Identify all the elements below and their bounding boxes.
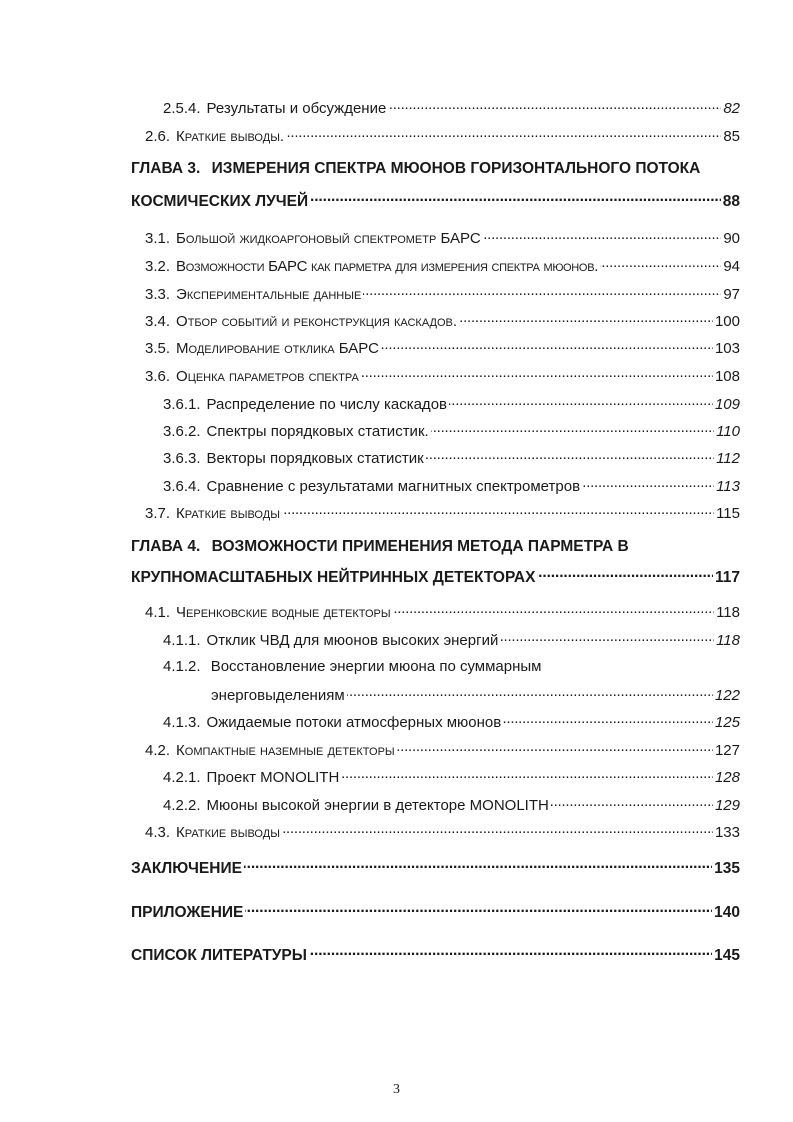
dot-leader: [483, 228, 722, 243]
section-number: 3.2.: [145, 258, 171, 275]
toc-entry-references[interactable]: [131, 944, 740, 965]
dot-leader: [282, 822, 713, 837]
toc-entry-4-3[interactable]: [145, 822, 740, 841]
section-title: Моделирование отклика БАРС: [176, 340, 379, 357]
dot-leader: [503, 712, 713, 727]
dot-leader: [282, 503, 714, 518]
section-number: 4.1.2.: [163, 658, 201, 675]
toc-entry-3-6-4[interactable]: [163, 476, 740, 495]
section-title: Отбор событий и реконструкция каскадов.: [176, 313, 458, 330]
chapter-4-title-line2[interactable]: [131, 566, 740, 587]
page-ref: 100: [714, 313, 740, 330]
page-ref: 125: [714, 714, 740, 731]
chapter-title-line1: ИЗМЕРЕНИЯ СПЕКТРА МЮОНОВ ГОРИЗОНТАЛЬНОГО ПОТОКА: [211, 160, 701, 177]
dot-leader: [500, 630, 714, 645]
toc-entry-4-1-2-continued[interactable]: [211, 685, 740, 704]
toc-entry-4-1-3[interactable]: [163, 712, 740, 731]
section-number: 2.5.4.: [163, 100, 201, 117]
toc-entry-4-2-1[interactable]: [163, 767, 740, 786]
section-number: 3.3.: [145, 286, 171, 303]
toc-entry-3-2[interactable]: [145, 256, 740, 275]
page-ref: 90: [723, 230, 740, 247]
section-title: Оценка параметров спектра: [176, 368, 359, 385]
dot-leader: [310, 190, 721, 206]
toc-entry-3-1[interactable]: [145, 228, 740, 247]
toc-entry-appendix[interactable]: [131, 901, 740, 922]
dot-leader: [388, 98, 721, 113]
dot-leader: [381, 338, 713, 353]
dot-leader: [459, 311, 713, 326]
dot-leader: [347, 685, 713, 700]
toc-entry-3-7[interactable]: [145, 503, 740, 522]
page-ref: 127: [714, 742, 740, 759]
page-ref: 109: [714, 396, 740, 413]
section-number: 3.7.: [145, 505, 171, 522]
toc-entry-2-6[interactable]: [145, 126, 740, 145]
toc-entry-3-5[interactable]: [145, 338, 740, 357]
section-number: 4.2.: [145, 742, 171, 759]
section-title: ПРИЛОЖЕНИЕ: [131, 903, 244, 921]
dot-leader: [426, 448, 714, 463]
dot-leader: [363, 284, 721, 299]
section-title: Экспериментальные данные: [176, 286, 362, 303]
section-title: Результаты и обсуждение: [206, 100, 387, 117]
section-title: Черенковские водные детекторы: [176, 604, 391, 621]
section-title: Распределение по числу каскадов: [206, 396, 447, 413]
page-ref: 85: [723, 128, 740, 145]
section-title: ЗАКЛЮЧЕНИЕ: [131, 859, 242, 877]
section-title: Краткие выводы: [176, 824, 280, 841]
chapter-number: ГЛАВА 3.: [131, 160, 201, 177]
dot-leader: [341, 767, 713, 782]
section-title-line1: Восстановление энергии мюона по суммарным: [210, 658, 542, 675]
toc-entry-4-1-2[interactable]: [163, 658, 541, 675]
dot-leader: [245, 901, 712, 917]
section-title: Краткие выводы: [176, 505, 280, 522]
page-ref: 112: [716, 450, 740, 467]
dot-leader: [600, 256, 721, 271]
section-number: 3.1.: [145, 230, 171, 247]
section-number: 3.6.1.: [163, 396, 201, 413]
section-number: 4.3.: [145, 824, 171, 841]
page-ref: 122: [714, 687, 740, 704]
section-title: Спектры порядковых статистик.: [206, 423, 429, 440]
section-number: 3.5.: [145, 340, 171, 357]
dot-leader: [309, 944, 712, 960]
chapter-4-heading[interactable]: [131, 538, 629, 556]
page-ref: 129: [714, 797, 740, 814]
section-number: 3.6.3.: [163, 450, 201, 467]
page-ref: 113: [716, 478, 740, 495]
section-title-line2: энерговыделениям: [211, 687, 345, 704]
toc-entry-3-3[interactable]: [145, 284, 740, 303]
section-number: 4.1.: [145, 604, 171, 621]
toc-entry-3-6-2[interactable]: [163, 421, 740, 440]
chapter-title-line2: КОСМИЧЕСКИХ ЛУЧЕЙ: [131, 192, 309, 210]
page-ref: 103: [714, 340, 740, 357]
section-title: Мюоны высокой энергии в детекторе MONOLITH: [206, 797, 549, 814]
dot-leader: [537, 566, 713, 582]
dot-leader: [393, 602, 714, 617]
section-title: Краткие выводы.: [176, 128, 285, 145]
page-number: 3: [393, 1082, 400, 1097]
toc-entry-4-1-1[interactable]: [163, 630, 740, 649]
chapter-number: ГЛАВА 4.: [131, 538, 201, 555]
section-title: СПИСОК ЛИТЕРАТУРЫ: [131, 946, 307, 964]
page-ref: 115: [716, 505, 740, 522]
section-title: Компактные наземные детекторы: [176, 742, 395, 759]
dot-leader: [431, 421, 714, 436]
dot-leader: [361, 366, 713, 381]
dot-leader: [286, 126, 721, 141]
section-number: 4.2.1.: [163, 769, 201, 786]
toc-entry-3-6-1[interactable]: [163, 394, 740, 413]
section-title: Отклик ЧВД для мюонов высоких энергий: [206, 632, 499, 649]
dot-leader: [397, 740, 713, 755]
section-number: 2.6.: [145, 128, 171, 145]
section-number: 3.6.2.: [163, 423, 201, 440]
page-ref: 97: [723, 286, 740, 303]
dot-leader: [582, 476, 714, 491]
page-ref: 110: [716, 423, 740, 440]
section-number: 3.4.: [145, 313, 171, 330]
chapter-3-heading[interactable]: [131, 160, 700, 178]
page-ref: 128: [714, 769, 740, 786]
section-title: Большой жидкоаргоновый спектрометр БАРС: [176, 230, 481, 247]
page-ref: 118: [716, 604, 740, 621]
section-title: Векторы порядковых статистик: [206, 450, 424, 467]
page-ref: 145: [714, 946, 740, 964]
chapter-title-line1: ВОЗМОЖНОСТИ ПРИМЕНЕНИЯ МЕТОДА ПАРМЕТРА В: [211, 538, 629, 555]
page-ref: 88: [722, 192, 740, 210]
section-number: 3.6.: [145, 368, 171, 385]
dot-leader: [449, 394, 713, 409]
toc-entry-4-2[interactable]: [145, 740, 740, 759]
section-number: 3.6.4.: [163, 478, 201, 495]
page-ref: 82: [723, 100, 740, 117]
toc-entry-4-2-2[interactable]: [163, 795, 740, 814]
page-ref: 133: [714, 824, 740, 841]
section-number: 4.1.1.: [163, 632, 201, 649]
page-ref: 140: [714, 903, 740, 921]
section-title: Сравнение с результатами магнитных спектрометров: [206, 478, 581, 495]
toc-entry-conclusion[interactable]: [131, 857, 740, 878]
section-title: Проект MONOLITH: [206, 769, 340, 786]
section-title: Ожидаемые потоки атмосферных мюонов: [206, 714, 502, 731]
toc-entry-3-6[interactable]: [145, 366, 740, 385]
page-ref: 94: [723, 258, 740, 275]
page-ref: 135: [714, 859, 740, 877]
toc-entry-3-4[interactable]: [145, 311, 740, 330]
section-number: 4.2.2.: [163, 797, 201, 814]
section-title: Возможности БАРС как парметра для измерения спектра мюонов.: [176, 258, 599, 275]
toc-entry-3-6-3[interactable]: [163, 448, 740, 467]
dot-leader: [244, 857, 712, 873]
chapter-3-title-line2[interactable]: [131, 190, 740, 211]
page-ref: 118: [716, 632, 740, 649]
toc-entry-2-5-4[interactable]: [163, 98, 740, 117]
section-number: 4.1.3.: [163, 714, 201, 731]
chapter-title-line2: КРУПНОМАСШТАБНЫХ НЕЙТРИННЫХ ДЕТЕКТОРАХ: [131, 568, 536, 586]
page-ref: 108: [714, 368, 740, 385]
toc-entry-4-1[interactable]: [145, 602, 740, 621]
page-ref: 117: [714, 568, 740, 586]
dot-leader: [551, 795, 713, 810]
